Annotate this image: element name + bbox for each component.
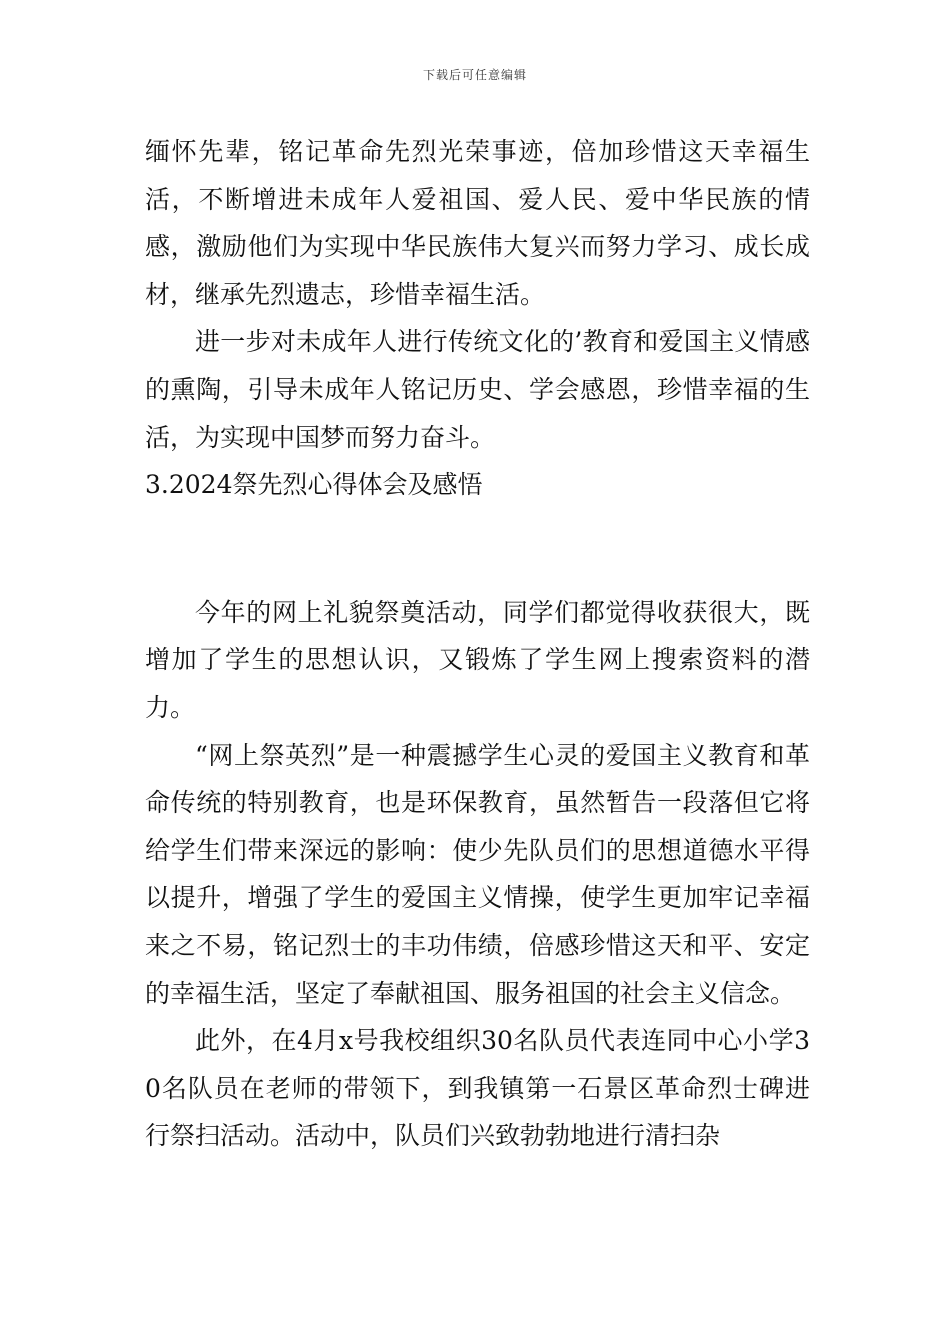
paragraph-1: 缅怀先辈，铭记革命先烈光荣事迹，倍加珍惜这天幸福生活，不断增进未成年人爱祖国、爱人民、爱中华民族的情感，激励他们为实现中华民族伟大复兴而努力学习、成长成材，继承先烈遗志，珍惜幸福生活。: [145, 137, 810, 309]
blank-space: [145, 509, 810, 589]
section-title: 3.2024祭先烈心得体会及感悟: [145, 470, 483, 500]
paragraph-2: 进一步对未成年人进行传统文化的’教育和爱国主义情感的熏陶，引导未成年人铭记历史、学会感恩，珍惜幸福的生活，为实现中国梦而努力奋斗。: [145, 327, 810, 452]
paragraph-3: 今年的网上礼貌祭奠活动，同学们都觉得收获很大，既增加了学生的思想认识，又锻炼了学生网上搜索资料的潜力。: [145, 597, 810, 722]
header-note: 下载后可任意编辑: [422, 68, 527, 82]
document-body: [145, 128, 810, 1160]
paragraph-4: “网上祭英烈”是一种震撼学生心灵的爱国主义教育和革命传统的特别教育，也是环保教育，虽然暂告一段落但它将给学生们带来深远的影响：使少先队员们的思想道德水平得以提升，增强了学生的爱国主义情操，使学生更加牢记幸福来之不易，铭记烈士的丰功伟绩，倍感珍惜这天和平、安定的幸福生活，坚定了奉献祖国、服务祖国的社会主义信念。: [145, 740, 810, 1008]
paragraph-5: 此外，在4月x号我校组织30名队员代表连同中心小学30名队员在老师的带领下，到我镇第一石景区革命烈士碑进行祭扫活动。活动中，队员们兴致勃勃地进行清扫杂: [145, 1026, 810, 1151]
